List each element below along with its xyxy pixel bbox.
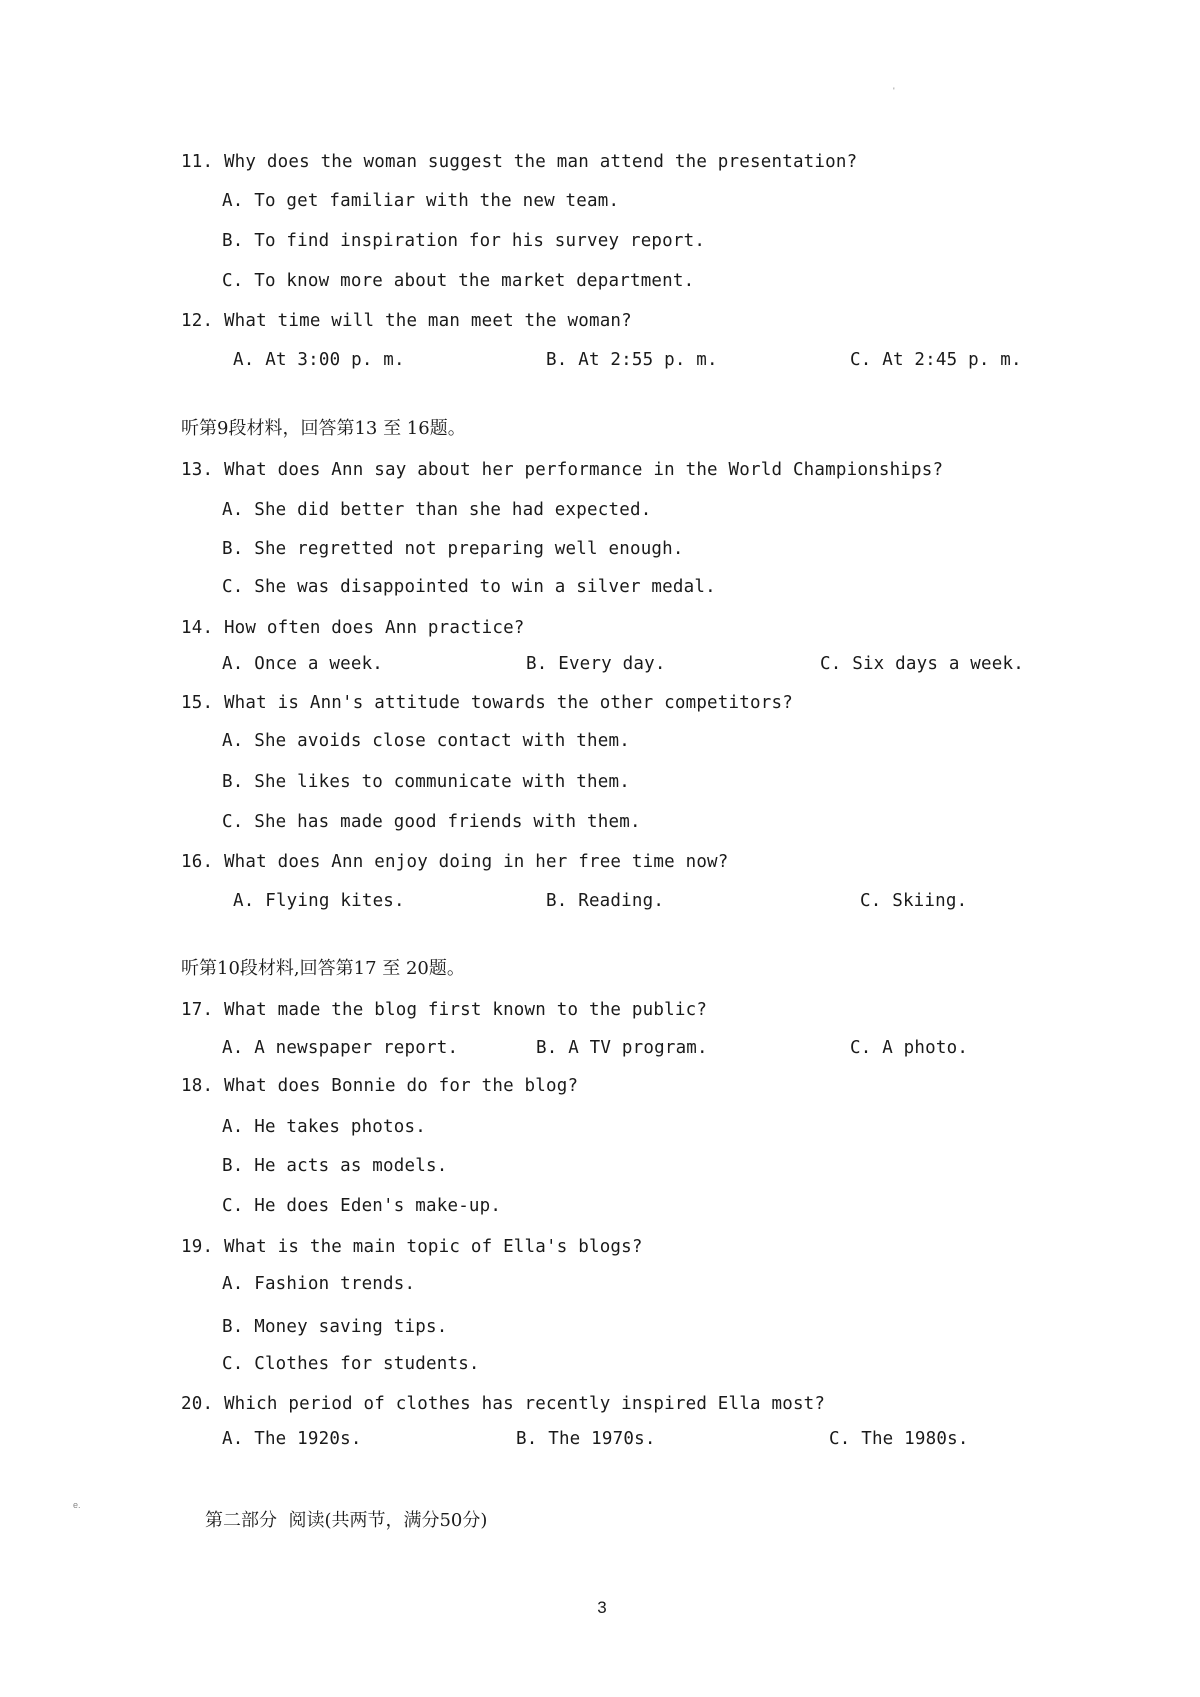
question-12: 12. What time will the man meet the woman? xyxy=(181,311,632,331)
question-13: 13. What does Ann say about her performance in the World Championships? xyxy=(181,460,944,480)
question-12-option-c: C. At 2:45 p. m. xyxy=(850,350,1022,370)
question-18: 18. What does Bonnie do for the blog? xyxy=(181,1076,579,1096)
question-19-option-c: C. Clothes for students. xyxy=(222,1354,480,1374)
question-14-option-c: C. Six days a week. xyxy=(820,654,1024,674)
question-15: 15. What is Ann's attitude towards the other competitors? xyxy=(181,693,793,713)
question-17-option-b: B. A TV program. xyxy=(536,1038,708,1058)
question-17: 17. What made the blog first known to the public? xyxy=(181,1000,708,1020)
question-20-option-c: C. The 1980s. xyxy=(829,1429,969,1449)
question-20-option-b: B. The 1970s. xyxy=(516,1429,656,1449)
question-16-option-a: A. Flying kites. xyxy=(233,891,405,911)
question-18-option-a: A. He takes photos. xyxy=(222,1117,426,1137)
question-19-option-b: B. Money saving tips. xyxy=(222,1317,448,1337)
question-15-option-a: A. She avoids close contact with them. xyxy=(222,731,630,751)
question-16-option-c: C. Skiing. xyxy=(860,891,968,911)
question-11-option-a: A. To get familiar with the new team. xyxy=(222,191,620,211)
section-10-heading: 听第10段材料,回答第17 至 20题。 xyxy=(181,958,465,979)
question-14-option-a: A. Once a week. xyxy=(222,654,384,674)
question-19-option-a: A. Fashion trends. xyxy=(222,1274,416,1294)
question-17-option-c: C. A photo. xyxy=(850,1038,969,1058)
question-16: 16. What does Ann enjoy doing in her free time now? xyxy=(181,852,729,872)
question-11: 11. Why does the woman suggest the man attend the presentation? xyxy=(181,152,858,172)
question-13-option-c: C. She was disappointed to win a silver medal. xyxy=(222,577,716,597)
question-20-option-a: A. The 1920s. xyxy=(222,1429,362,1449)
question-17-option-a: A. A newspaper report. xyxy=(222,1038,459,1058)
question-15-option-c: C. She has made good friends with them. xyxy=(222,812,641,832)
question-14-option-b: B. Every day. xyxy=(526,654,666,674)
page-number: 3 xyxy=(597,1598,607,1617)
question-16-option-b: B. Reading. xyxy=(546,891,665,911)
question-15-option-b: B. She likes to communicate with them. xyxy=(222,772,630,792)
question-13-option-b: B. She regretted not preparing well enough. xyxy=(222,539,684,559)
part-two-heading: 第二部分 阅读(共两节，满分50分) xyxy=(205,1510,488,1531)
question-12-option-b: B. At 2:55 p. m. xyxy=(546,350,718,370)
question-11-option-b: B. To find inspiration for his survey report. xyxy=(222,231,706,251)
question-11-option-c: C. To know more about the market department. xyxy=(222,271,695,291)
question-18-option-c: C. He does Eden's make-up. xyxy=(222,1196,502,1216)
question-18-option-b: B. He acts as models. xyxy=(222,1156,448,1176)
stray-mark-left: e. xyxy=(73,1500,81,1510)
question-13-option-a: A. She did better than she had expected. xyxy=(222,500,652,520)
question-14: 14. How often does Ann practice? xyxy=(181,618,525,638)
stray-mark: ' xyxy=(893,86,895,96)
section-9-heading: 听第9段材料，回答第13 至 16题。 xyxy=(181,418,466,439)
question-12-option-a: A. At 3:00 p. m. xyxy=(233,350,405,370)
question-19: 19. What is the main topic of Ella's blogs? xyxy=(181,1237,643,1257)
question-20: 20. Which period of clothes has recently inspired Ella most? xyxy=(181,1394,826,1414)
